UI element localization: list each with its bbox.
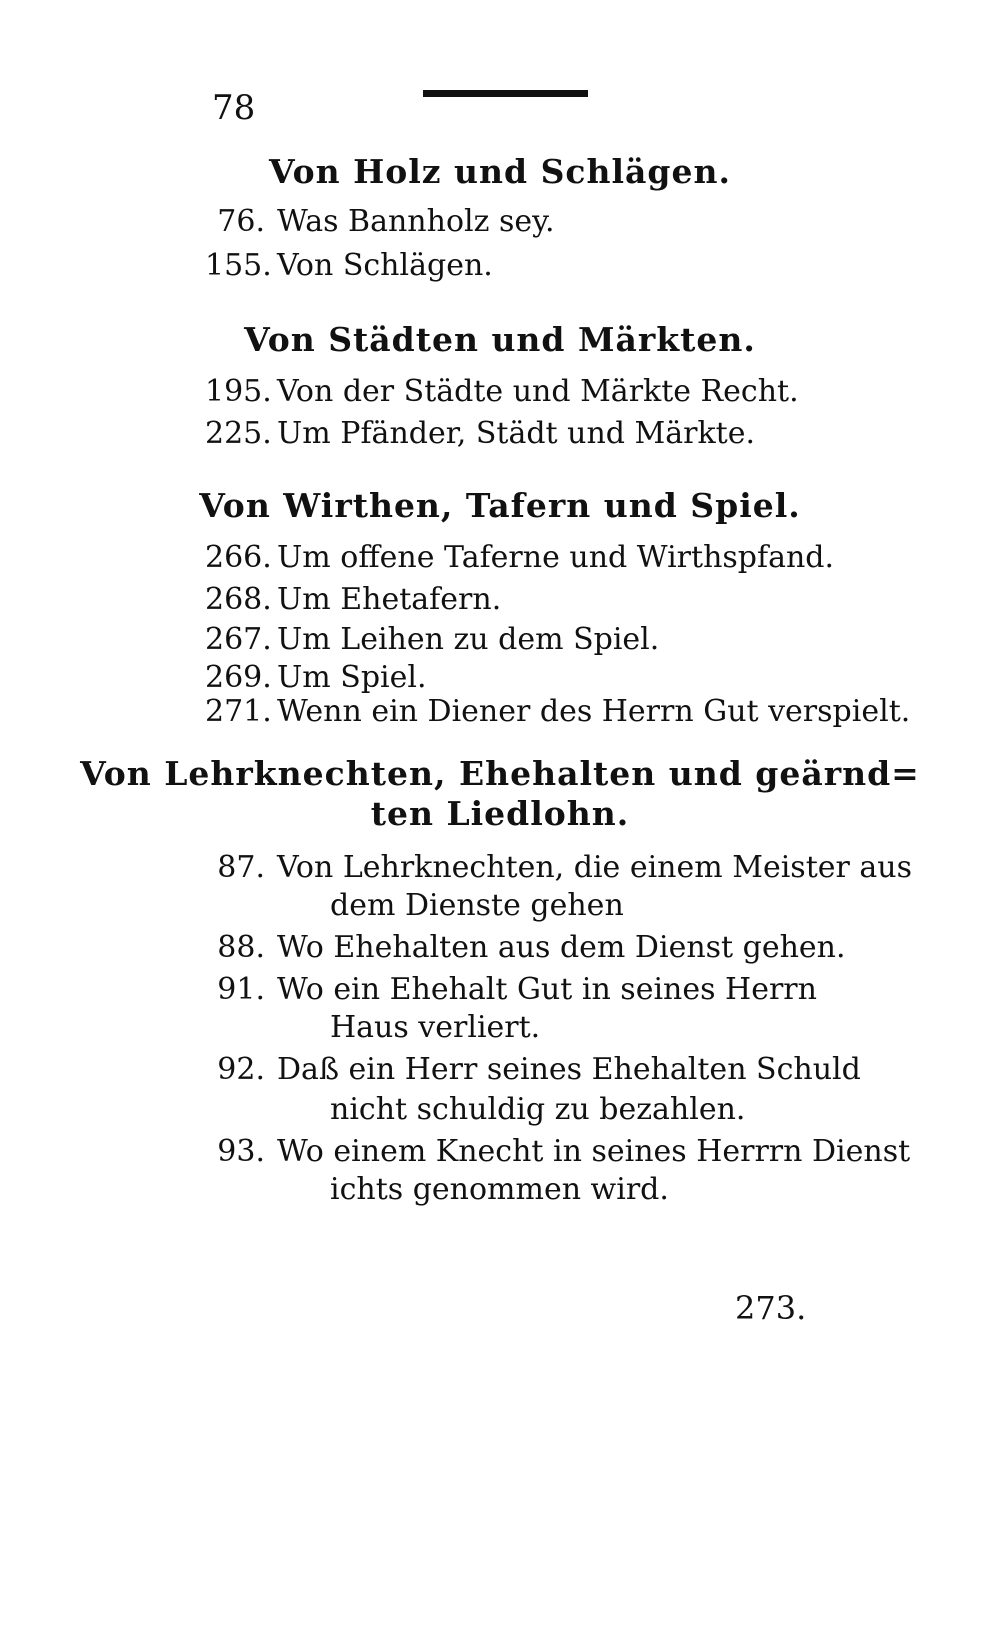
entry-number: 76. (217, 204, 265, 239)
entry-number: 155. (205, 248, 272, 283)
entry-text: Von der Städte und Märkte Recht. (277, 374, 799, 409)
list-item (205, 246, 493, 286)
list-item (205, 202, 555, 242)
entry-text: Wo einem Knecht in seines Herrrn Dienst (277, 1134, 911, 1169)
list-item (205, 538, 834, 578)
entry-continuation: nicht schuldig zu bezahlen. (330, 1092, 746, 1127)
list-item (210, 848, 912, 888)
page-number: 78 (212, 88, 256, 128)
section-heading-wirthen: Von Wirthen, Tafern und Spiel. (199, 486, 801, 525)
entry-number: 225. (205, 416, 272, 451)
list-item (210, 1132, 910, 1172)
list-item (210, 1050, 861, 1090)
entry-number: 93. (217, 1134, 265, 1169)
entry-number: 271. (205, 694, 272, 729)
entry-number: 92. (217, 1052, 265, 1087)
list-item (205, 372, 799, 412)
entry-text: Von Schlägen. (277, 248, 493, 283)
entry-text: Wo ein Ehehalt Gut in seines Herrn (277, 972, 817, 1007)
list-item (205, 620, 659, 660)
entry-text: Um Ehetafern. (277, 582, 502, 617)
entry-text: Wenn ein Diener des Herrn Gut verspielt. (277, 694, 911, 729)
section-heading-lehrknechten-cont: ten Liedlohn. (370, 794, 630, 833)
entry-text: Um Spiel. (277, 660, 427, 695)
entry-text: Um offene Taferne und Wirthspfand. (277, 540, 835, 575)
entry-continuation: dem Dienste gehen (330, 888, 624, 923)
entry-text: Von Lehrknechten, die einem Meister aus (277, 850, 912, 885)
entry-continuation: Haus verliert. (330, 1010, 541, 1045)
entry-continuation: ichts genommen wird. (330, 1172, 669, 1207)
entry-number: 195. (205, 374, 272, 409)
entry-number: 266. (205, 540, 272, 575)
entry-number: 267. (205, 622, 272, 657)
list-item (205, 580, 501, 620)
entry-text: Um Pfänder, Städt und Märkte. (277, 416, 755, 451)
entry-number: 268. (205, 582, 272, 617)
entry-text: Um Leihen zu dem Spiel. (277, 622, 660, 657)
section-heading-staedte: Von Städten und Märkten. (244, 320, 756, 359)
entry-text: Was Bannholz sey. (277, 204, 555, 239)
entry-text: Wo Ehehalten aus dem Dienst gehen. (277, 930, 846, 965)
section-heading-holz: Von Holz und Schlägen. (269, 152, 731, 191)
list-item (205, 692, 910, 732)
header-rule (423, 90, 588, 97)
entry-number: 88. (217, 930, 265, 965)
list-item (205, 414, 755, 454)
list-item (210, 928, 846, 968)
entry-number: 91. (217, 972, 265, 1007)
section-heading-lehrknechten: Von Lehrknechten, Ehehalten und geärnd= (80, 754, 920, 793)
entry-text: Daß ein Herr seines Ehehalten Schuld (277, 1052, 861, 1087)
list-item (210, 970, 817, 1010)
catchword: 273. (735, 1289, 807, 1327)
entry-number: 87. (217, 850, 265, 885)
entry-number: 269. (205, 660, 272, 695)
